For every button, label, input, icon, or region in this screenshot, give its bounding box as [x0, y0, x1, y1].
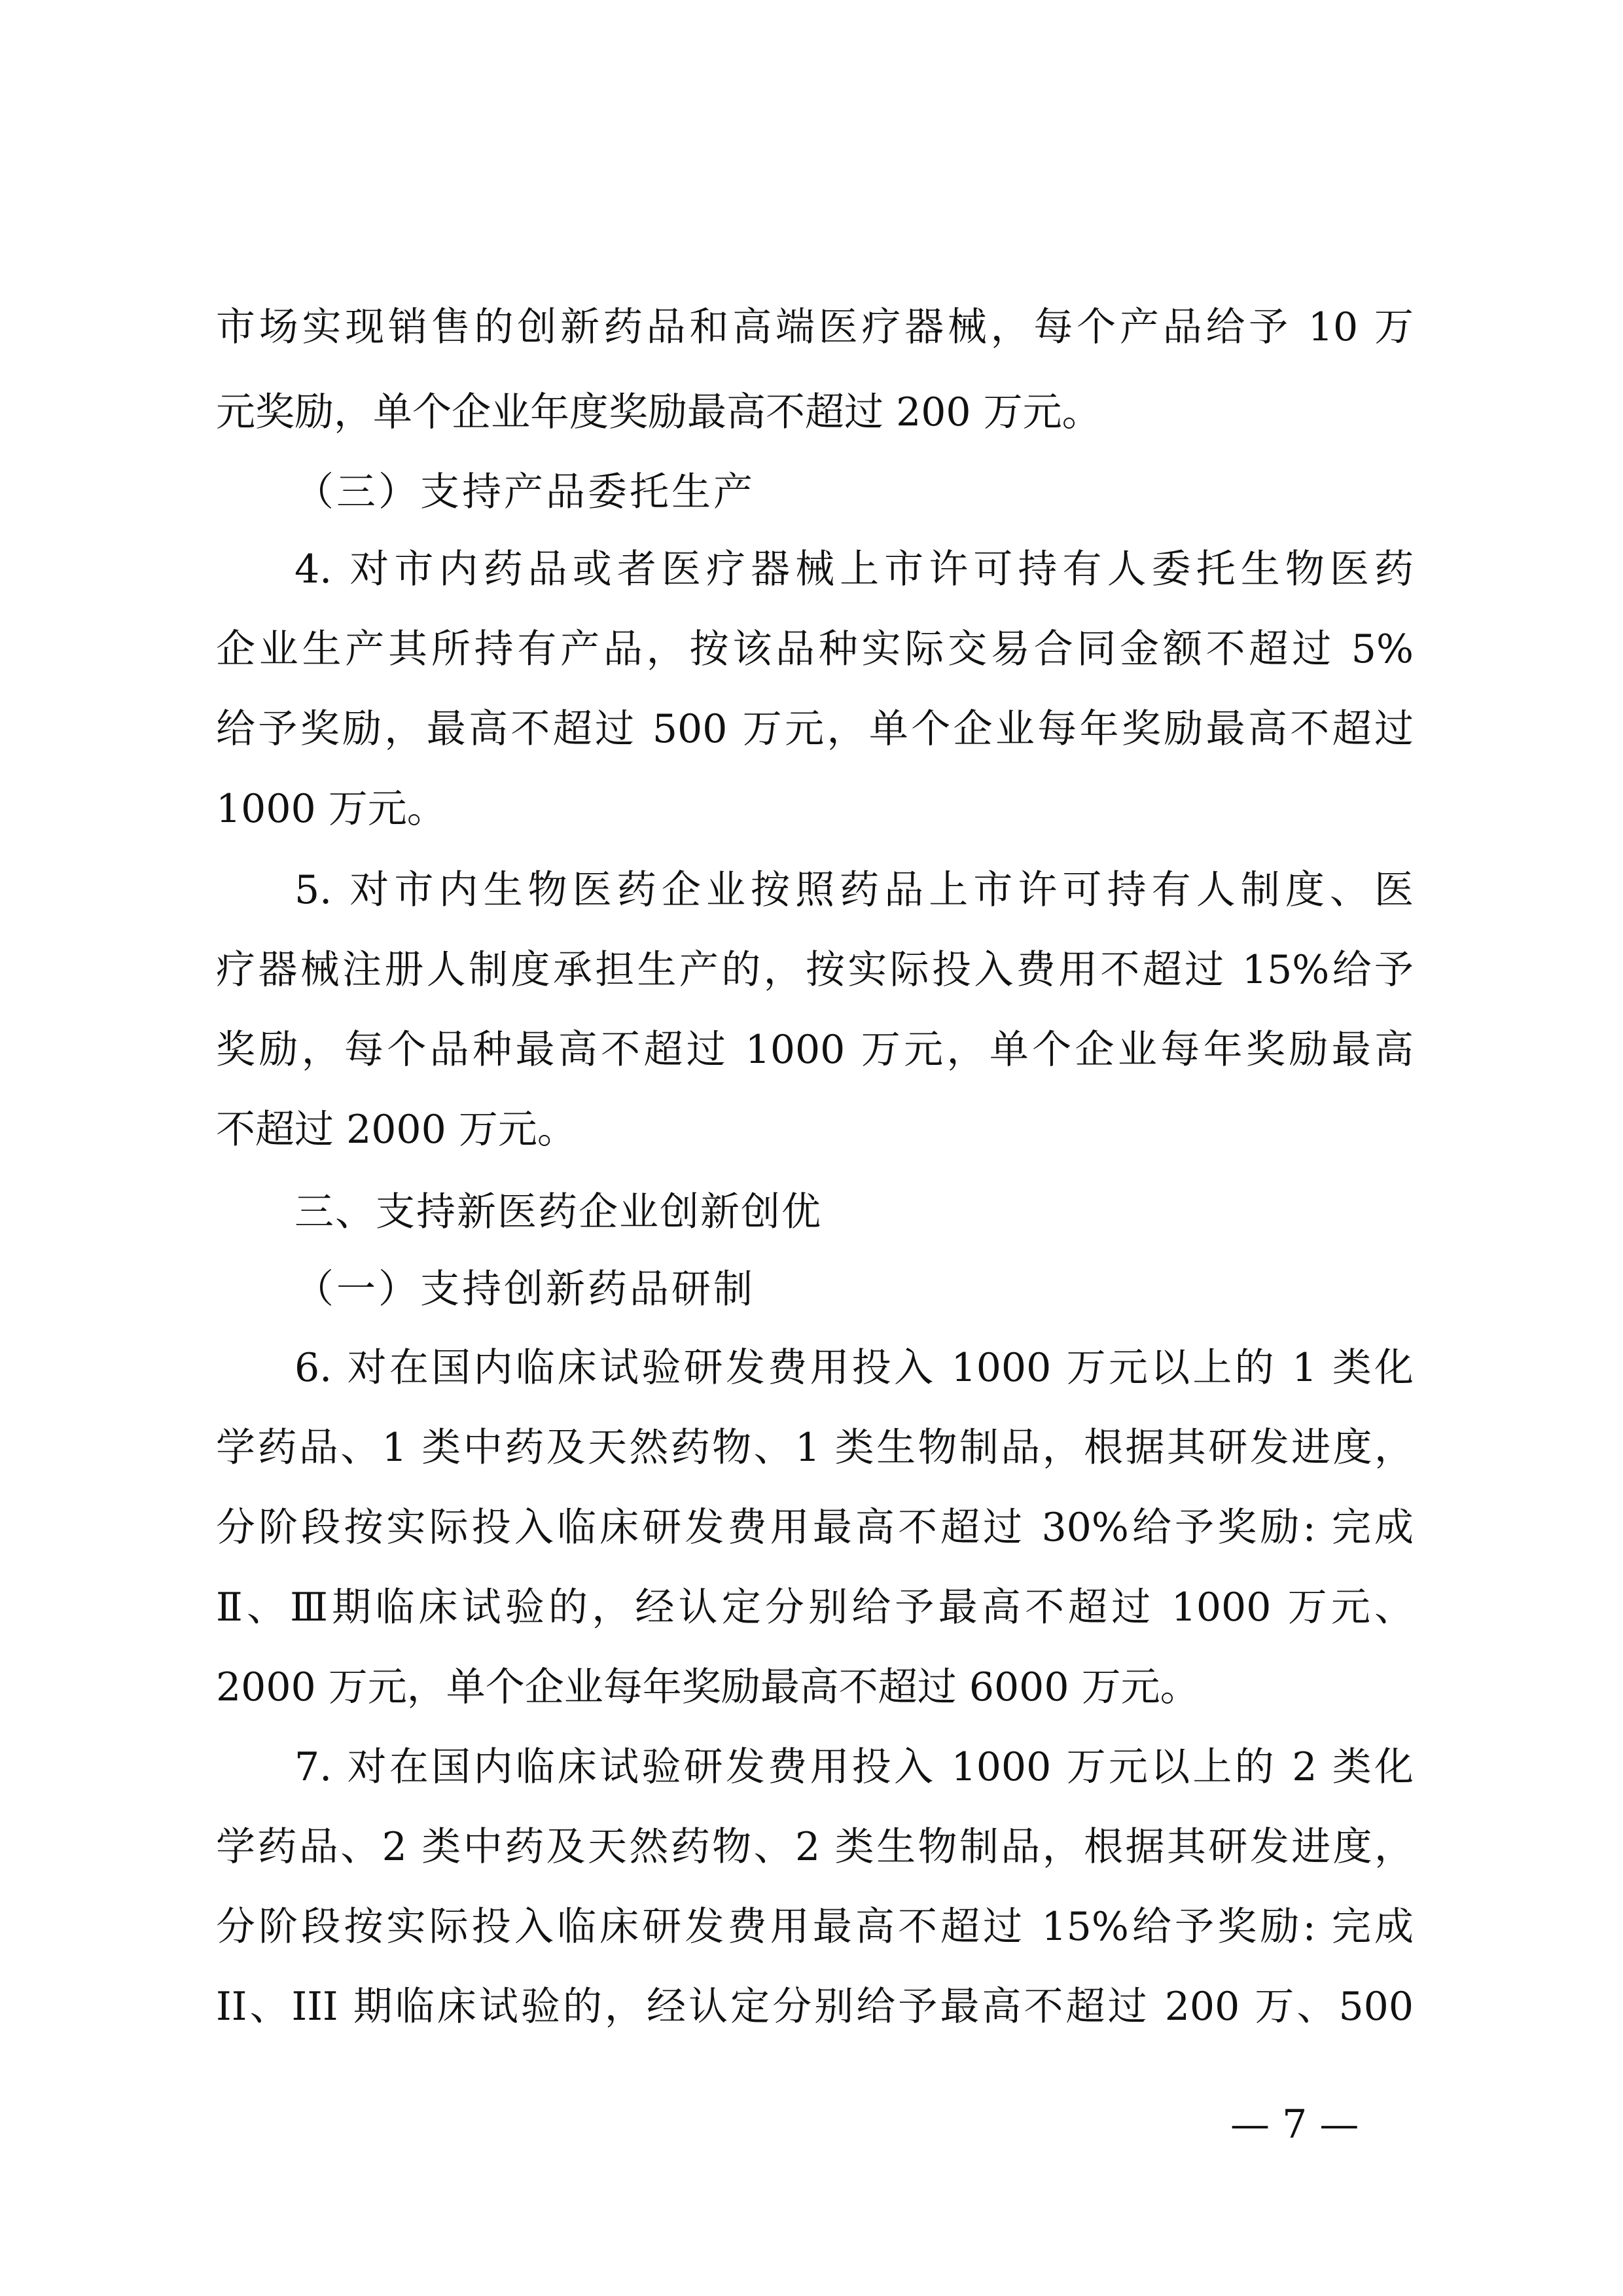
- body-text-line: 1000 万元。: [216, 786, 446, 832]
- page-number: — 7 —: [1230, 2102, 1359, 2147]
- body-text-line: 分阶段按实际投入临床研发费用最高不超过 30%给予奖励: 完成: [216, 1505, 1414, 1551]
- body-text-line: 奖励，每个品种最高不超过 1000 万元，单个企业每年奖励最高: [216, 1027, 1414, 1073]
- body-text-line: 分阶段按实际投入临床研发费用最高不超过 15%给予奖励: 完成: [216, 1904, 1414, 1950]
- body-text-line: 元奖励，单个企业年度奖励最高不超过 200 万元。: [216, 389, 1101, 435]
- section-subheading: （一）支持创新药品研制: [294, 1266, 755, 1312]
- body-text-line: 疗器械注册人制度承担生产的，按实际投入费用不超过 15%给予: [216, 947, 1414, 993]
- body-text-line: 2000 万元，单个企业每年奖励最高不超过 6000 万元。: [216, 1664, 1200, 1710]
- body-text-line: 5. 对市内生物医药企业按照药品上市许可持有人制度、医: [294, 867, 1414, 913]
- body-text-line: 6. 对在国内临床试验研发费用投入 1000 万元以上的 1 类化: [294, 1345, 1414, 1391]
- body-text-line: Ⅱ、Ⅲ期临床试验的，经认定分别给予最高不超过 1000 万元、: [216, 1585, 1414, 1630]
- body-text-line: 不超过 2000 万元。: [216, 1107, 577, 1153]
- body-text-line: 学药品、2 类中药及天然药物、2 类生物制品，根据其研发进度，: [216, 1824, 1414, 1870]
- body-text-line: 7. 对在国内临床试验研发费用投入 1000 万元以上的 2 类化: [294, 1744, 1414, 1790]
- section-heading: 三、支持新医药企业创新创优: [294, 1189, 822, 1235]
- body-text-line: 企业生产其所持有产品，按该品种实际交易合同金额不超过 5%: [216, 626, 1414, 672]
- body-text-line: 学药品、1 类中药及天然药物、1 类生物制品，根据其研发进度，: [216, 1425, 1414, 1471]
- body-text-line: 4. 对市内药品或者医疗器械上市许可持有人委托生物医药: [294, 547, 1414, 592]
- section-subheading: （三）支持产品委托生产: [294, 469, 755, 515]
- body-text-line: 市场实现销售的创新药品和高端医疗器械，每个产品给予 10 万: [216, 304, 1414, 350]
- body-text-line: 给予奖励，最高不超过 500 万元，单个企业每年奖励最高不超过: [216, 706, 1414, 752]
- body-text-line: II、III 期临床试验的，经认定分别给予最高不超过 200 万、500: [216, 1984, 1414, 2030]
